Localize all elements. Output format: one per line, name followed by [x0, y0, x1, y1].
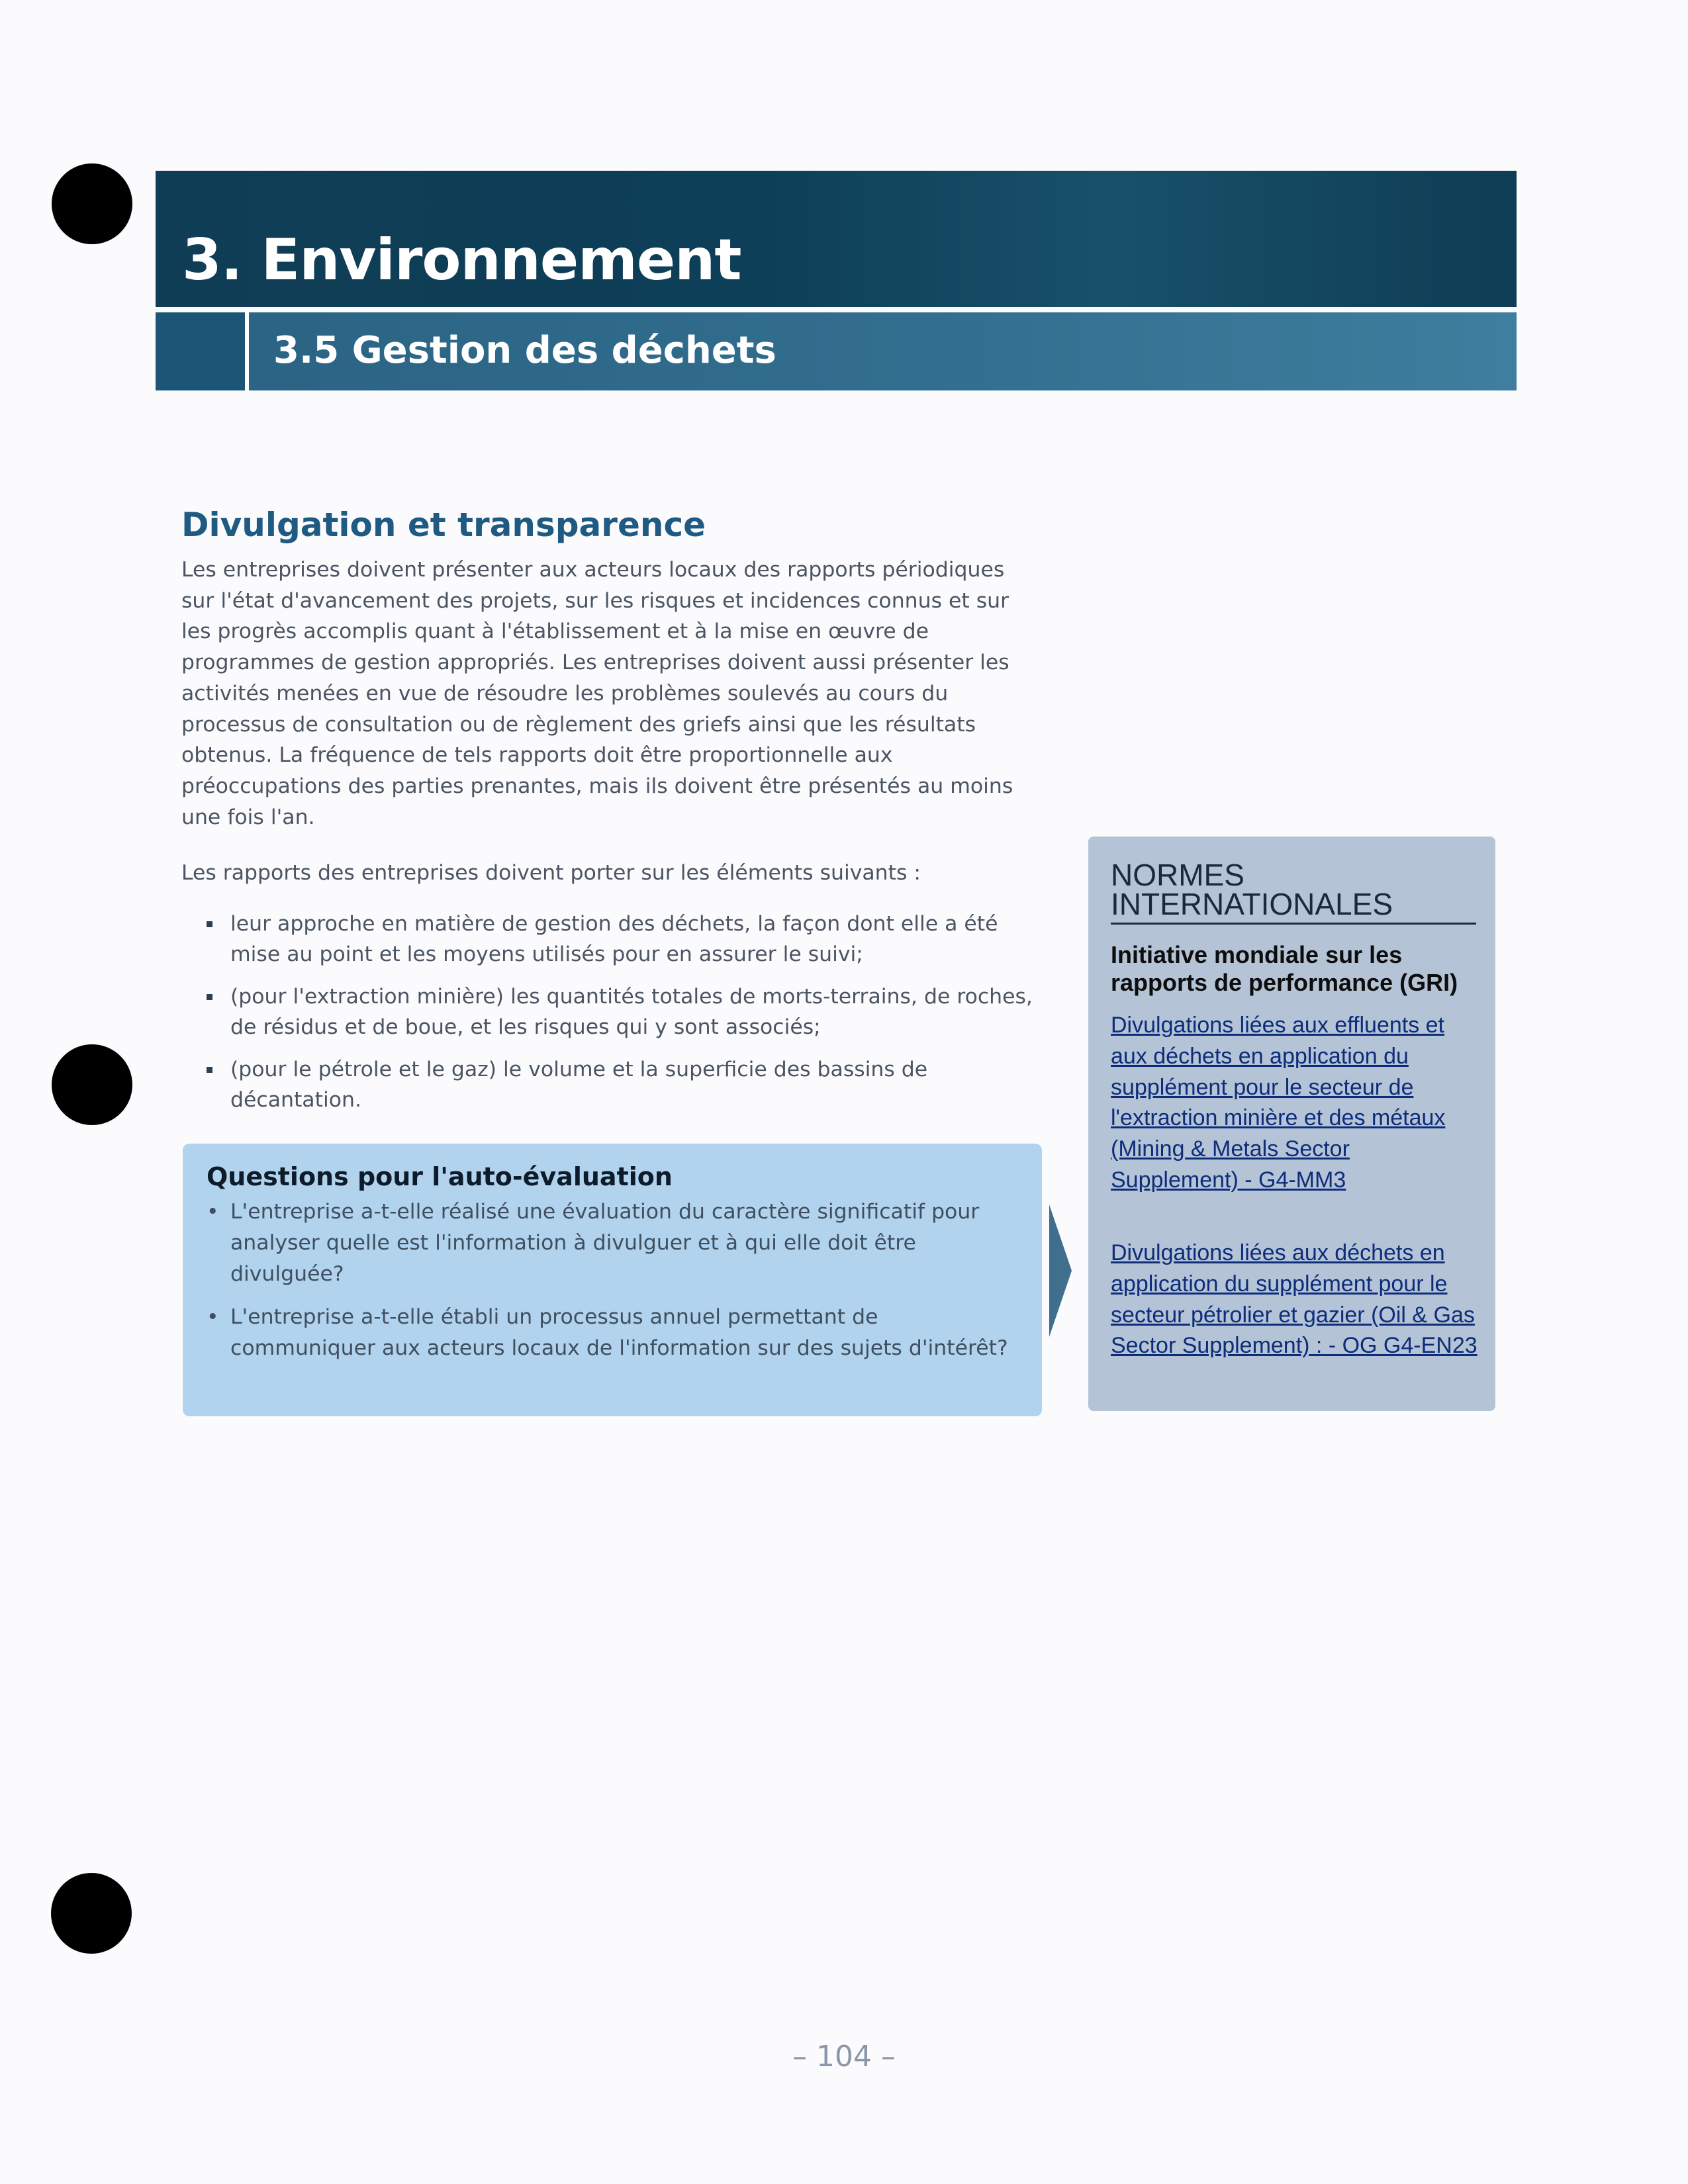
- bullet-icon: •: [207, 1305, 219, 1329]
- list-item-text: (pour le pétrole et le gaz) le volume et la superficie des bassins de décantation.: [230, 1058, 928, 1112]
- section-banner-notch: [156, 312, 249, 390]
- self-assessment-box: [183, 1144, 1042, 1416]
- bullet-icon: [207, 1067, 212, 1073]
- list-item: [199, 981, 1033, 1042]
- report-elements-list: [199, 909, 1033, 1127]
- intro-text: Les rapports des entreprises doivent porter sur les éléments suivants :: [181, 861, 921, 885]
- standards-subtitle: Initiative mondiale sur les rapports de performance (GRI): [1111, 941, 1458, 996]
- list-item: [199, 909, 1033, 970]
- punch-hole: [51, 1873, 132, 1954]
- arrow-pointer-icon: [1049, 1205, 1072, 1337]
- list-item-text: L'entreprise a-t-elle réalisé une évaluation du caractère significatif pour analyser quelle est l'information à divulguer et à qui elle doit être divulguée?: [230, 1200, 980, 1286]
- self-assessment-list: [207, 1197, 1014, 1376]
- international-standards-box: [1088, 837, 1495, 1411]
- section-banner: [156, 312, 1517, 390]
- list-item-text: (pour l'extraction minière) les quantités totales de morts-terrains, de roches, de résidus et de boue, et les risques qui y sont associés;: [230, 985, 1033, 1039]
- bullet-icon: [207, 994, 212, 1000]
- page-number: – 104 –: [792, 2040, 896, 2073]
- list-item: [207, 1302, 1014, 1364]
- bullet-icon: •: [207, 1200, 219, 1224]
- punch-hole: [52, 163, 132, 244]
- body-paragraph: Les entreprises doivent présenter aux acteurs locaux des rapports périodiques sur l'état d'avancement des projets, sur les risques et incidences connus et sur les progrès accomplis quant à l'établissement et à la mise en œuvre de programmes de gestion appropriés. Les entreprises doivent aussi présenter les activités menées en vue de résoudre les problèmes soulevés au cours du processus de consultation ou de règlement des griefs ainsi que les résultats obtenus. La fréquence de tels rapports doit être proportionnelle aux préoccupations des parties prenantes, mais ils doivent être présentés au moins une fois l'an.: [181, 558, 1013, 829]
- gri-oil-gas-link[interactable]: Divulgations liées aux déchets en application du supplément pour le secteur pétrolier et gazier (Oil & Gas Sector Supplement) : - OG G4-EN23: [1111, 1240, 1477, 1359]
- main-heading: Divulgation et transparence: [181, 506, 706, 544]
- list-item-text: leur approche en matière de gestion des déchets, la façon dont elle a été mise au point et les moyens utilisés pour en assurer le suivi;: [230, 912, 998, 966]
- list-item: [199, 1054, 1033, 1115]
- chapter-title: 3. Environnement: [182, 227, 741, 293]
- list-item: [207, 1197, 1014, 1290]
- punch-hole: [52, 1044, 132, 1125]
- chapter-banner: [156, 171, 1517, 307]
- list-item-text: L'entreprise a-t-elle établi un processus annuel permettant de communiquer aux acteurs locaux de l'information sur des sujets d'intérêt?: [230, 1305, 1008, 1360]
- standards-title: NORMES INTERNATIONALES: [1111, 860, 1476, 925]
- self-assessment-title: Questions pour l'auto-évaluation: [207, 1162, 673, 1191]
- bullet-icon: [207, 921, 212, 927]
- gri-mining-link[interactable]: Divulgations liées aux effluents et aux déchets en application du supplément pour le secteur de l'extraction minière et des métaux (Mining & Metals Sector Supplement) - G4-MM3: [1111, 1013, 1446, 1193]
- section-title: 3.5 Gestion des déchets: [273, 329, 776, 372]
